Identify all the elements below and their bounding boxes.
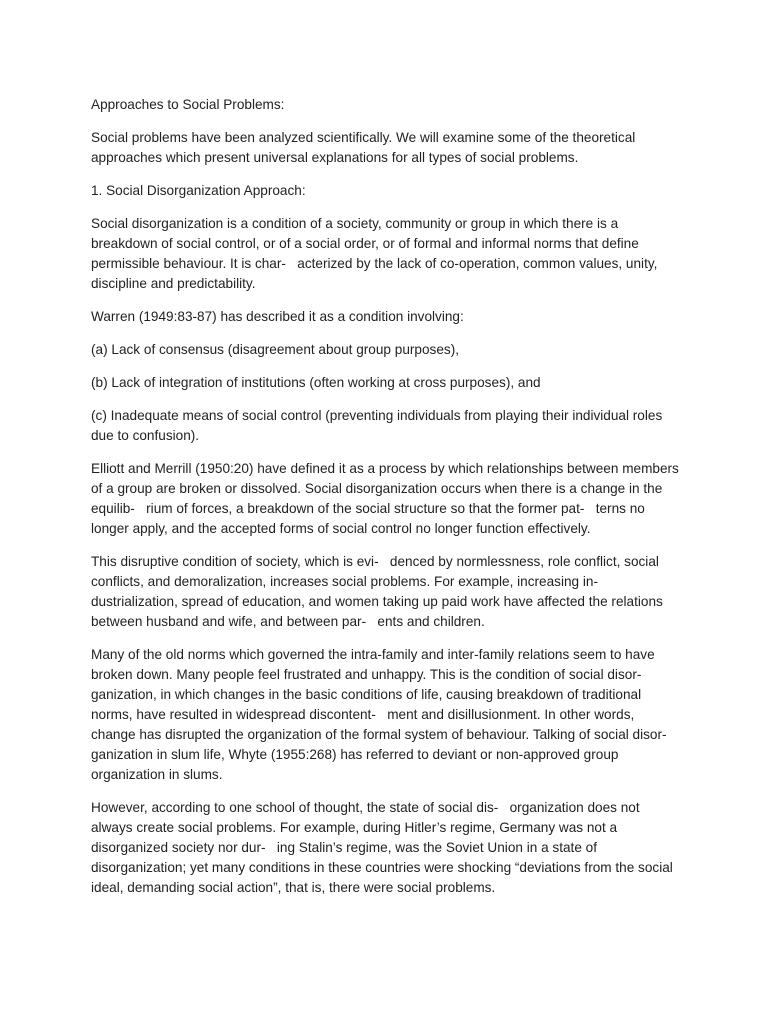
document-page xyxy=(91,95,681,911)
section-heading: Approaches to Social Problems: xyxy=(91,97,285,112)
disruptive-condition-paragraph: This disruptive condition of society, which is evi- denced by normlessness, role conflict, social conflicts, and demoralization, increases social problems. For example, increasing in- dustrialization, spread of education, and women taking up paid work have affected the relations between husband and wife, and between par- ents and children. xyxy=(91,554,667,629)
list-item-a: (a) Lack of consensus (disagreement about group purposes), xyxy=(91,342,459,357)
subsection-heading: 1. Social Disorganization Approach: xyxy=(91,183,306,198)
school-of-thought-paragraph: However, according to one school of thought, the state of social dis- organization does not always create social problems. For example, during Hitler’s regime, Germany was not a disorganized society nor dur- ing Stalin’s regime, was the Soviet Union in a state of disorganization; yet many conditions in these countries were shocking “deviations from the social ideal, demanding social action”, that is, there were social problems. xyxy=(91,800,677,895)
intro-paragraph: Social problems have been analyzed scientifically. We will examine some of the theoretical approaches which present universal explanations for all types of social problems. xyxy=(91,130,640,165)
list-item-c: (c) Inadequate means of social control (preventing individuals from playing their individual roles due to confusion). xyxy=(91,408,667,443)
warren-intro-paragraph: Warren (1949:83-87) has described it as a condition involving: xyxy=(91,309,464,324)
elliott-merrill-paragraph: Elliott and Merrill (1950:20) have defined it as a process by which relationships between members of a group are broken or dissolved. Social disorganization occurs when there is a change in the equilib- rium of forces, a breakdown of the social structure so that the former pat- terns no longer apply, and the accepted forms of social control no longer function effectively. xyxy=(91,461,683,536)
old-norms-paragraph: Many of the old norms which governed the intra-family and inter-family relations seem to have broken down. Many people feel frustrated and unhappy. This is the condition of social disor- ganization, in which changes in the basic conditions of life, causing breakdown of traditional norms, have resulted in widespread discontent- ment and disillusionment. In other words, change has disrupted the organization of the formal system of behaviour. Talking of social disor- ganization in slum life, Whyte (1955:268) has referred to deviant or non-approved group organization in slums. xyxy=(91,647,678,782)
list-item-b: (b) Lack of integration of institutions (often working at cross purposes), and xyxy=(91,375,541,390)
definition-paragraph: Social disorganization is a condition of a society, community or group in which there is a breakdown of social control, or of a social order, or of formal and informal norms that define permissible behaviour. It is char- acterized by the lack of co-operation, common values, unity, discipline and predictability. xyxy=(91,216,662,291)
